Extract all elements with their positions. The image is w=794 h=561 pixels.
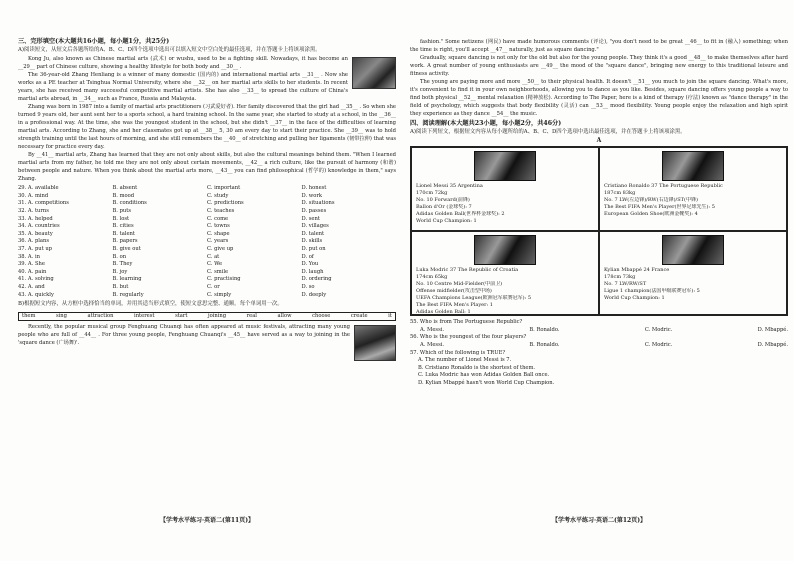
player-info-line: Offense midfielder(攻击型中场) (416, 288, 492, 295)
option-choice: B. They (112, 261, 133, 268)
square-dance-photo (354, 325, 396, 361)
option-row (18, 231, 396, 239)
question-option: D. Mbappé. (757, 326, 788, 333)
option-choice: B. papers (112, 238, 138, 245)
left-page (18, 38, 396, 524)
option-choice: C. simply (207, 291, 232, 298)
option-row (18, 269, 396, 277)
option-choice: 32. A. turns (18, 207, 49, 214)
player-photo (662, 151, 724, 181)
word-box-word: interest (134, 312, 155, 319)
section-title-cloze: 三、完形填空(本大题共16小题，每小题1分，共25分) (18, 38, 170, 45)
question-option: D. Mbappé. (757, 341, 788, 348)
questions (410, 319, 788, 349)
reading-instruction: A)阅读下列短文，根据短文内容从每小题所给的A、B、C、D四个选项中选出最佳选项，并在答题卡上将该项涂黑。 (410, 128, 686, 135)
option-row (18, 238, 396, 246)
option-choice: C. teaches (207, 207, 235, 214)
option-choice: B. joy (112, 268, 128, 275)
question-stem: 56. Who is the youngest of the four players? (410, 334, 527, 341)
option-choice: D. work (301, 192, 322, 199)
word-box (18, 312, 396, 321)
option-choice: 43. A. quickly (18, 291, 54, 298)
question-option: C. Modric. (644, 341, 673, 348)
question-stem: 57. Which of the following is TRUE? (410, 349, 506, 356)
word-box-word: choose (312, 312, 331, 319)
question-option: B. Cristiano Ronaldo is the shortest of them. (418, 364, 536, 371)
option-choice: C. study (207, 192, 229, 199)
option-choice: D. so (301, 283, 315, 290)
player-info-line: The Best FIFA Men's Player(世界足球先生): 5 (604, 204, 715, 211)
section-title-reading: 四、阅读理解(本大题共23小题，每小题2分，共46分) (410, 120, 562, 127)
question-option: C. Luka Modric has won Adidas Golden Ball once. (418, 372, 550, 379)
option-choice: B. regularly (112, 291, 144, 298)
options-table (18, 185, 396, 299)
option-row (18, 185, 396, 193)
player-info-line: No. 10 Forward(前锋) (416, 197, 470, 204)
player-info-line: Ligue 1 champion(法国甲级联赛冠军): 5 (604, 288, 700, 295)
option-choice: 35. A. beauty (18, 230, 53, 237)
player-card (599, 147, 787, 231)
option-choice: D. villages (301, 223, 329, 230)
option-choice: B. but (112, 283, 129, 290)
option-row (18, 193, 396, 201)
option-choice: D. ordering (301, 276, 332, 283)
option-row (18, 276, 396, 284)
question-option: B. Ronaldo. (529, 326, 560, 333)
passage-b-cont-paragraph: Gradually, square dancing is not only for the old but also for the young people. They think it's a good __48__ to make themselves after hard work. A great number of young enthusiasts are __49__ the mood of the "square dance", bringing new energy to this traditional leisure and fitness activity. (410, 55, 788, 77)
option-row (18, 292, 396, 300)
option-choice: D. put on (301, 245, 326, 252)
option-row (18, 261, 396, 269)
right-page (410, 38, 788, 524)
question-option: A. Messi. (420, 341, 445, 348)
option-choice: 29. A. available (18, 185, 59, 192)
player-info-line: World Cup Champion: 1 (416, 218, 477, 225)
player-info-grid (410, 146, 788, 316)
option-choice: C. at (207, 253, 220, 260)
option-choice: D. passes (301, 207, 327, 214)
player-info-line: Adidas Golden Ball(世界杯金球奖): 2 (416, 211, 505, 218)
player-card (411, 231, 599, 315)
option-choice: B. lost (112, 215, 130, 222)
player-info-line: Kylian Mbappé 24 France (604, 267, 670, 274)
q57-options (410, 357, 788, 387)
word-box-word: allow (277, 312, 292, 319)
option-choice: D. skills (301, 238, 323, 245)
option-choice: C. give up (207, 245, 234, 252)
option-choice: 36. A. plans (18, 238, 50, 245)
option-choice: B. mood (112, 192, 135, 199)
player-info-line: No. 7 LW/RW/ST (604, 281, 647, 288)
option-choice: B. learning (112, 276, 142, 283)
passage-a-paragraph: Kong Ju, also known as Chinese martial arts (武术) or wushu, used to be a fighting skill. Nowadays, it has become an __29__ part of Chinese culture, showing a healthy lifestyle for both body and __30__ . (18, 56, 348, 71)
player-info-line: 174cm 65kg (416, 274, 448, 281)
option-choice: D. laugh (301, 268, 324, 275)
passage-label: A (596, 137, 602, 145)
word-box-word: create (350, 312, 368, 319)
option-choice: 37. A. put up (18, 245, 52, 252)
word-box-word: attraction (87, 312, 114, 319)
question-option: A. Messi. (420, 326, 445, 333)
word-box-word: start (175, 312, 188, 319)
passage-b-cont-paragraph: fashion." Some netizens (网民) have made humorous comments (评论), "you don't need to be great __46__ to fit in (融入) something; when the time is right, you'll accept __47__ naturally, just as square dancing." (410, 39, 788, 53)
question-option: D. Kylian Mbappé hasn't won World Cup Champion. (418, 379, 555, 386)
option-choice: B. on (112, 253, 127, 260)
option-choice: D. deeply (301, 291, 327, 298)
option-choice: 39. A. She (18, 261, 45, 268)
option-row (18, 208, 396, 216)
option-choice: D. You (301, 261, 319, 268)
player-card (411, 147, 599, 231)
player-photo (474, 235, 536, 265)
player-info-line: No. 7 LW(左边锋)/RW(右边锋)/ST(中锋) (604, 197, 698, 204)
question-stem: 55. Who is from The Portuguese Republic? (410, 319, 523, 326)
word-box-word: them (22, 312, 36, 319)
question-option: C. Modric. (644, 326, 673, 333)
option-choice: C. practising (207, 276, 241, 283)
player-info-line: Lionel Messi 35 Argentina (416, 183, 483, 190)
page-footer: 【学考水平练习·英语二(第11页)】 (159, 517, 255, 524)
word-box-word: sing (55, 312, 67, 319)
option-choice: B. talent (112, 230, 135, 237)
passage-b-cont-paragraph: The young are paying more and more __50__ to their physical health. It doesn't __51__ you much to join the square dancing. What's more, it's convenient to find it in your own neighborhoods, allowing you to dance as you like. Besides, square dancing offers young people a way to find both physical __52__ mental relaxation (精神放松). According to The Paper, here is a kind of therapy (疗法) known as "dance therapy" in the field of psychology, which suggests that body flexibility (灵活) can __53__ mood flexibility. Young people enjoy the relaxation and high spirit they experience as they dance __54__ the music. (410, 79, 788, 117)
option-choice: 31. A. competitions (18, 200, 69, 207)
player-info-line: No. 10 Centre Mid-Fielder(中前卫) (416, 281, 503, 288)
passage-b-paragraph: Recently, the popular musical group Fenghuang Chuanqi has often appeared at music festivals, attracting many young people who are full of __44__ . For three young people, Fenghuang Chuanqi's __45__ have served as a way to joining in the 'square dance (广场舞)'. (18, 323, 350, 346)
question-options (410, 342, 788, 350)
option-choice: C. important (207, 185, 241, 192)
page-footer: 【学考水平练习·英语二(第12页)】 (551, 517, 647, 524)
option-choice: D. of (301, 253, 314, 260)
section-a-instruction: A)阅读短文，从短文后各题所给的A、B、C、D四个选项中选出可以填入短文中空白处的最佳选项，并在答题卡上将该项涂黑。 (18, 46, 321, 53)
player-info-line: The Best FIFA Men's Player: 1 (416, 302, 493, 309)
option-choice: 41. A. solving (18, 276, 54, 283)
kungfu-photo (352, 57, 396, 89)
option-row (18, 200, 396, 208)
option-row (18, 246, 396, 254)
option-choice: C. We (207, 261, 223, 268)
option-choice: D. situations (301, 200, 335, 207)
player-info-line: Adidas Golden Ball: 1 (416, 309, 471, 316)
option-choice: B. give out (112, 245, 141, 252)
player-photo (662, 235, 724, 265)
question-option: A. The number of Lionel Messi is 7. (418, 357, 512, 364)
player-info-line: Cristiano Ronaldo 37 The Portuguese Republic (604, 183, 723, 190)
option-choice: C. towns (207, 223, 230, 230)
option-choice: B. cities (112, 223, 134, 230)
passage-a-paragraph: By __41__ martial arts, Zhang has learned that they are not only about skills, but also the cultural meanings behind them. "When I learned martial arts from my father, he told me they are not only about certain movements, __42__ a rich culture, like the pursuit of harmony (和谐) between people and nature. When you think about the martial arts more, __43__ you can find philosophical (哲学的) knowledge in them," says Zhang. (18, 152, 396, 183)
option-row (18, 284, 396, 292)
player-info-line: European Golden Shoe(欧洲金靴奖): 4 (604, 211, 698, 218)
word-box-word: joining (208, 312, 227, 319)
option-row (18, 216, 396, 224)
option-choice: C. shape (207, 230, 230, 237)
option-choice: 42. A. and (18, 283, 45, 290)
option-choice: 30. A. mind (18, 192, 49, 199)
section-b-instruction: B)根据短文内容，从方框中选择恰当的单词，并用其适当形式填空，使短文意思完整、通顺。每个单词用一次。 (18, 301, 283, 308)
option-choice: 33. A. helped (18, 215, 53, 222)
player-info-line: 187cm 83kg (604, 190, 636, 197)
player-card (599, 231, 787, 315)
passage-a-paragraph: The 36-year-old Zhang Henliang is a winner of many domestic (国内的) and international martial arts __31__ . Now she works as a PE teacher at Tsinghua Normal University, where she __32__ on her martial arts skills to her students. In recent years, she has received many successful competitive martial artists. She has also __33__ to spread the culture of China's martial arts abroad, in __34__ such as France, Russia and Malaysia. (18, 72, 348, 103)
option-choice: C. or (207, 283, 220, 290)
option-choice: B. puts (112, 207, 132, 214)
question-option: B. Ronaldo. (529, 341, 560, 348)
passage-a-paragraph: Zhang was born in 1987 into a family of martial arts practitioners (习武爱好者). Her family discovered that the girl had __35__ . So when she turned 9 years old, her aunt sent her to a sports school, a hard training school. In the same year, she started to study at a school, in the __36__ in a professional way. At the time, she was the youngest student in the school, but she didn't __37__ in the face of the difficulties of learning martial arts. According to Zhang, she and her classmates got up at __38__ 5, 30 am every day to start their practice. She __39__ was to hold strength training until the last hours of morning, and she still remembers the __40__ of stretching and pulling her ligaments (韧带拉伸) that was necessary for practice every day. (18, 104, 396, 151)
option-choice: D. sent (301, 215, 320, 222)
word-box-word: it (388, 312, 392, 319)
option-choice: C. come (207, 215, 229, 222)
option-choice: B. conditions (112, 200, 147, 207)
option-choice: B. absent (112, 185, 138, 192)
player-info-line: 178cm 73kg (604, 274, 636, 281)
question-options (410, 327, 788, 335)
option-row (18, 223, 396, 231)
option-choice: D. talent (301, 230, 325, 237)
player-info-line: World Cup Champion: 1 (604, 295, 665, 302)
option-choice: C. predictions (207, 200, 244, 207)
word-box-word: real (246, 312, 257, 319)
option-choice: C. smile (207, 268, 229, 275)
option-choice: 38. A. in (18, 253, 40, 260)
player-info-line: 170cm 72kg (416, 190, 448, 197)
option-row (18, 254, 396, 262)
player-photo (474, 151, 536, 181)
option-choice: 34. A. countries (18, 223, 60, 230)
player-info-line: UEFA Champions League(欧洲冠军联赛冠军): 5 (416, 295, 532, 302)
option-choice: D. honest (301, 185, 327, 192)
player-info-line: Luka Modric 37 The Republic of Croatia (416, 267, 519, 274)
player-info-line: Ballon d'Or (金球奖): 7 (416, 204, 472, 211)
option-choice: 40. A. pain (18, 268, 47, 275)
option-choice: C. years (207, 238, 229, 245)
